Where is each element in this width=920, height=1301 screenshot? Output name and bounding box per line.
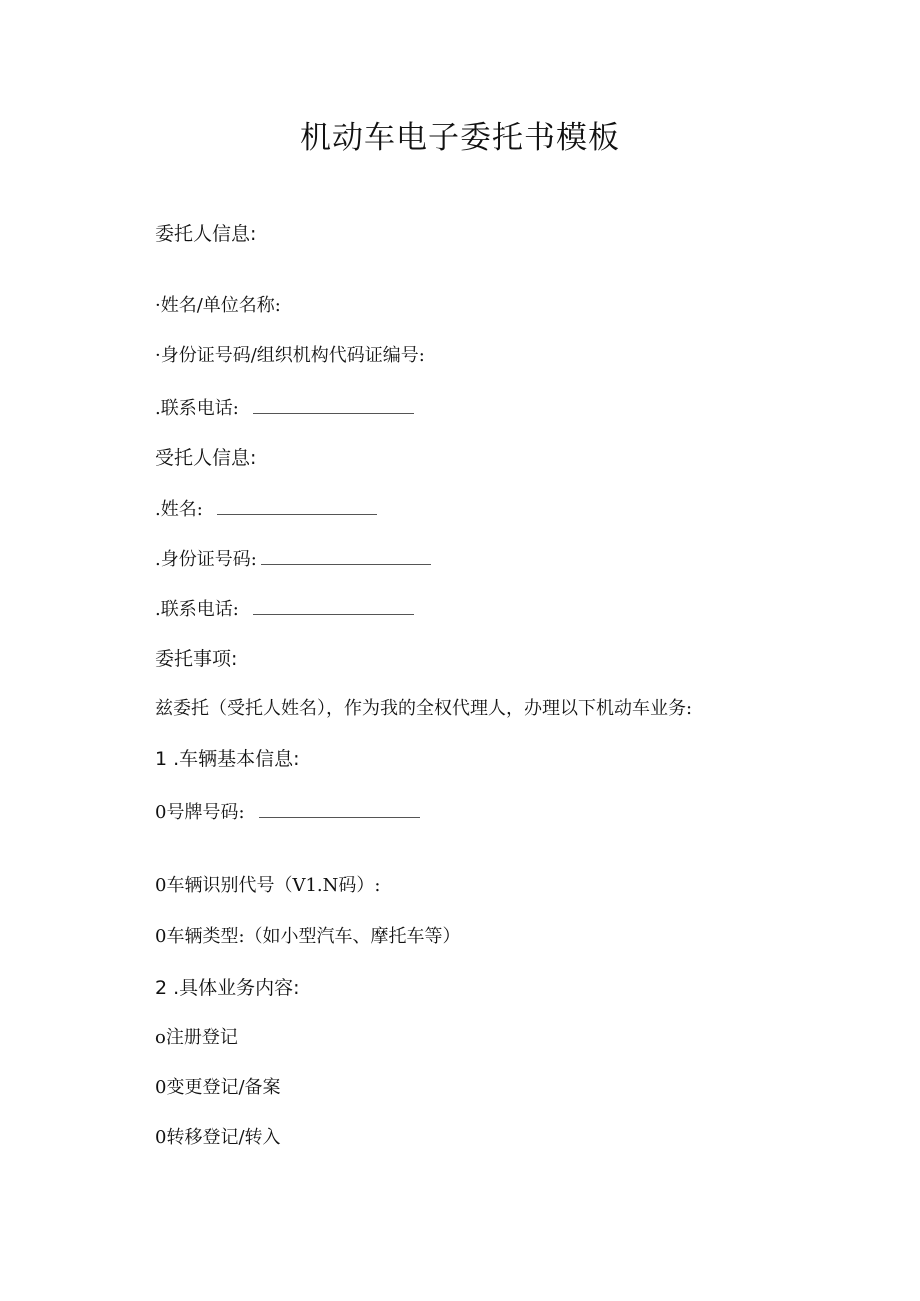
vehicle-info-heading: 1 .车辆基本信息: (155, 748, 300, 770)
principal-phone-row (155, 393, 414, 421)
matters-heading: 委托事项: (155, 648, 238, 670)
plate-row (155, 797, 420, 825)
principal-name-label: ·姓名/单位名称: (155, 295, 281, 316)
agent-phone-label: .联系电话: (155, 599, 239, 620)
principal-phone-blank[interactable] (253, 393, 414, 414)
principal-heading: 委托人信息: (155, 223, 257, 245)
agent-id-blank[interactable] (261, 544, 431, 565)
agent-heading: 受托人信息: (155, 447, 257, 469)
matters-statement: 兹委托（受托人姓名），作为我的全权代理人，办理以下机动车业务: (155, 698, 693, 719)
agent-name-label: .姓名: (155, 499, 203, 520)
business-heading: 2 .具体业务内容: (155, 977, 300, 999)
document-title: 机动车电子委托书模板 (300, 120, 620, 156)
principal-id-label: ·身份证号码/组织机构代码证编号: (155, 345, 425, 366)
business-item-registration: o注册登记 (155, 1027, 238, 1048)
agent-id-row (155, 544, 431, 572)
business-item-change: 0变更登记/备案 (155, 1077, 281, 1098)
agent-phone-blank[interactable] (253, 594, 414, 615)
business-item-transfer: 0转移登记/转入 (155, 1127, 281, 1148)
vin-label: 0车辆识别代号（V1.N码）: (155, 875, 381, 896)
vehicle-type-label: 0车辆类型:（如小型汽车、摩托车等） (155, 926, 461, 947)
principal-phone-label: .联系电话: (155, 398, 239, 419)
agent-id-label: .身份证号码: (155, 549, 257, 570)
plate-label: 0号牌号码: (155, 802, 245, 823)
plate-blank[interactable] (259, 797, 420, 818)
agent-name-blank[interactable] (217, 494, 377, 515)
agent-name-row (155, 494, 377, 522)
agent-phone-row (155, 594, 414, 622)
